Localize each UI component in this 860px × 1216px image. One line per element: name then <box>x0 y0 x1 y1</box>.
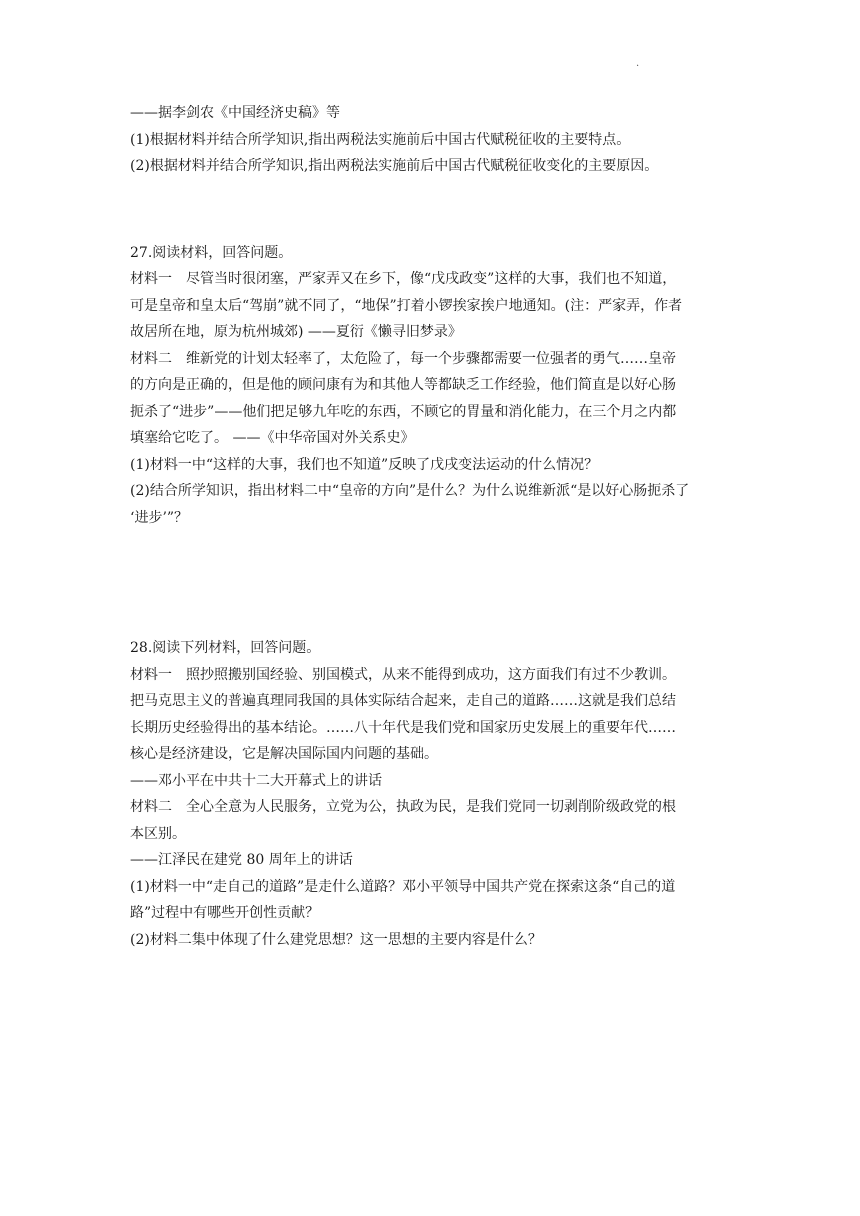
q27-material-2-line: 的方向是正确的，但是他的顾问康有为和其他人等都缺乏工作经验，他们简直是以好心肠 <box>130 377 676 393</box>
q28-material-1-source: ——邓小平在中共十二大开幕式上的讲话 <box>130 772 382 789</box>
q28-question-1-line: (1)材料一中“走自己的道路”是走什么道路？邓小平领导中国共产党在探索这条“自己的道 <box>130 878 676 895</box>
q28-material-2-line: 本区别。 <box>130 825 186 842</box>
question-26-tail <box>130 100 730 180</box>
q28-material-1-line: 长期历史经验得出的基本结论。……八十年代是我们党和国家历史发展上的重要年代…… <box>130 719 676 736</box>
q26-question-2: (2)根据材料并结合所学知识,指出两税法实施前后中国古代赋税征收变化的主要原因。 <box>130 158 659 174</box>
q28-title: 28.阅读下列材料，回答问题。 <box>130 640 321 656</box>
q27-title: 27.阅读材料，回答问题。 <box>130 244 293 261</box>
question-27 <box>130 240 730 532</box>
question-28 <box>130 635 730 953</box>
q27-question-2-line: (2)结合所学知识，指出材料二中“皇帝的方向”是什么？为什么说维新派“是以好心肠扼杀了 <box>130 483 690 499</box>
q27-material-2-line: 材料二 维新党的计划太轻率了，太危险了，每一个步骤都需要一位强者的勇气……皇帝 <box>130 350 676 367</box>
q27-material-2-line: 扼杀了“进步”——他们把足够九年吃的东西，不顾它的胃量和消化能力，在三个月之内都 <box>130 403 677 420</box>
document-body <box>130 100 730 953</box>
q28-material-2-line: 材料二 全心全意为人民服务，立党为公，执政为民，是我们党同一切剥削阶级政党的根 <box>130 799 676 815</box>
q27-material-2-line: 填塞给它吃了。 ——《中华帝国对外关系史》 <box>130 430 415 446</box>
q27-material-1-line: 材料一 尽管当时很闭塞，严家弄又在乡下，像“戊戌政变”这样的大事，我们也不知道， <box>130 271 677 287</box>
q28-material-1-line: 材料一 照抄照搬别国经验、别国模式，从来不能得到成功，这方面我们有过不少教训。 <box>130 666 676 683</box>
corner-mark: . <box>636 58 640 69</box>
q27-material-1-line: 可是皇帝和皇太后“驾崩”就不同了，“地保”打着小锣挨家挨户地通知。(注：严家弄，作者 <box>130 297 683 314</box>
q27-question-2-line: ‘进步’”？ <box>130 509 189 526</box>
q28-material-2-source: ——江泽民在建党 80 周年上的讲话 <box>130 852 353 868</box>
q26-question-1: (1)根据材料并结合所学知识,指出两税法实施前后中国古代赋税征收的主要特点。 <box>130 131 631 148</box>
q28-material-1-line: 把马克思主义的普遍真理同我国的具体实际结合起来，走自己的道路……这就是我们总结 <box>130 693 676 709</box>
q28-question-1-line: 路”过程中有哪些开创性贡献？ <box>130 905 320 921</box>
q26-source: ——据李剑农《中国经济史稿》等 <box>130 105 340 121</box>
q27-material-1-line: 故居所在地，原为杭州城郊) ——夏衍《懒寻旧梦录》 <box>130 324 462 340</box>
q27-question-1: (1)材料一中“这样的大事，我们也不知道”反映了戊戌变法运动的什么情况？ <box>130 456 599 473</box>
q28-question-2: (2)材料二集中体现了什么建党思想？这一思想的主要内容是什么？ <box>130 931 542 948</box>
q28-material-1-line: 核心是经济建设，它是解决国际国内问题的基础。 <box>130 746 438 762</box>
